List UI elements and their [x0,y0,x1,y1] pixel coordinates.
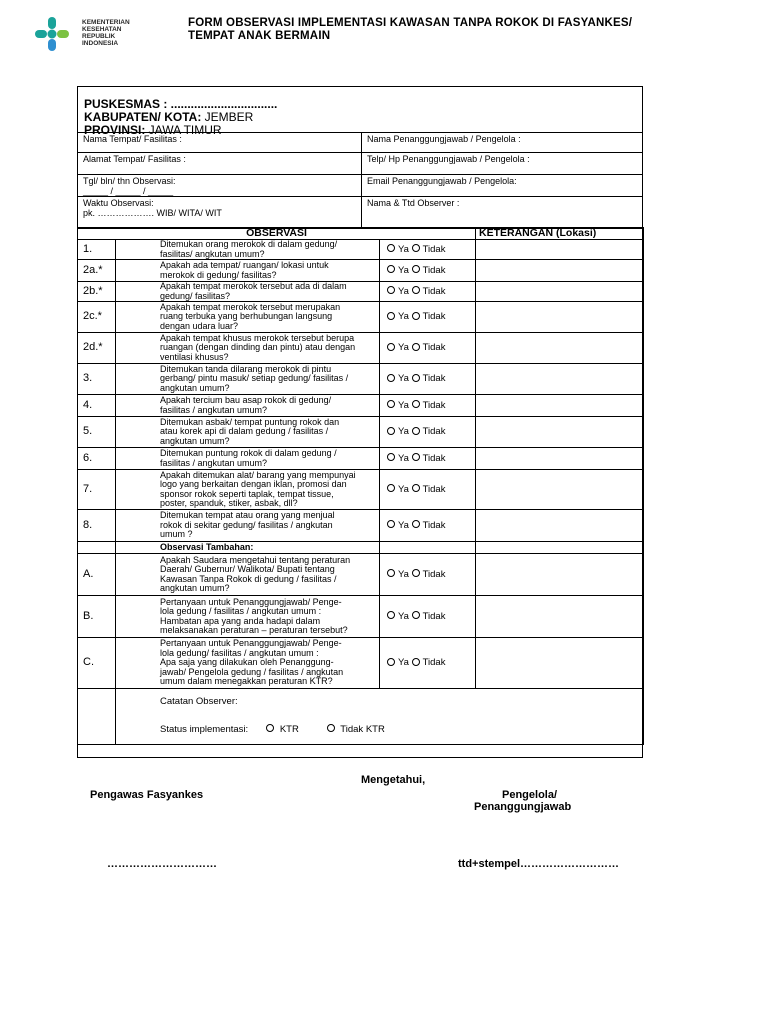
keterangan-cell[interactable] [476,596,644,638]
observation-row [78,448,644,470]
question-line: gerbang/ pintu masuk/ setiap gedung/ fasilitas / [160,373,349,384]
tidak-radio[interactable] [412,244,420,252]
answer-options [380,510,476,542]
ya-label: Ya [398,519,409,531]
tidak-ktr-label: Tidak KTR [340,723,385,735]
puskesmas-label: PUSKESMAS : [84,97,168,111]
row-number: 1. [78,240,116,260]
answer-options [380,302,476,333]
tidak-radio[interactable] [412,569,420,577]
question-line: Pertanyaan untuk Penanggungjawab/ Penge- [160,596,342,607]
question-line: poster, spanduk, stiker, asbak, dll? [160,498,298,508]
question-text [116,596,380,638]
ya-label: Ya [398,373,409,385]
question-line: Ditemukan puntung rokok di dalam gedung / [160,448,337,458]
ya-label: Ya [398,610,409,622]
question-text [116,302,380,333]
signature-line-right[interactable]: ttd+stempel……………………… [458,858,620,870]
catatan-row [78,689,644,745]
nama-tempat-field[interactable]: Nama Tempat/ Fasilitas : [78,133,362,153]
catatan-label: Catatan Observer: [160,696,238,707]
signature-line-left[interactable]: ………………………… [107,858,217,870]
row-number: 2b.* [78,282,116,302]
ktr-radio[interactable] [266,724,274,732]
observation-row [78,470,644,510]
ya-label: Ya [398,426,409,438]
question-line: dengan udara luar? [160,320,239,331]
row-number: A. [78,554,116,596]
question-line: umum ? [160,529,193,540]
ya-label: Ya [398,285,409,297]
pengelola-label: Pengelola/ Penanggungjawab [474,789,572,813]
observation-row [78,302,644,333]
observation-row [78,260,644,282]
question-line: jawab/ Pengelola gedung / fasilitas / angkutan [160,666,344,677]
ktr-label: KTR [279,723,299,735]
header-keterangan: KETERANGAN (Lokasi) [476,228,644,240]
question-line: fasilitas / angkutan umum? [160,404,268,415]
ya-label: Ya [398,264,409,276]
keterangan-cell[interactable] [476,302,644,333]
answer-options [380,240,476,260]
observation-row [78,333,644,364]
kabupaten-label: KABUPATEN/ KOTA: [84,110,202,124]
extra-observation-row [78,596,644,638]
question-line: Ditemukan tanda dilarang merokok di pintu [160,363,332,374]
tidak-label: Tidak [422,610,446,622]
ya-radio[interactable] [387,312,395,320]
keterangan-cell[interactable] [476,260,644,282]
keterangan-cell[interactable] [476,448,644,470]
question-line: Ditemukan asbak/ tempat puntung rokok dan [160,416,340,427]
tidak-label: Tidak [422,342,446,354]
empty-cell [78,689,116,745]
question-text [116,260,380,282]
answer-options [380,333,476,364]
question-line: rokok di sekitar gedung/ fasilitas / angkutan [160,519,333,530]
question-line: ruang terbuka yang berhubungan langsung [160,311,333,322]
question-line: angkutan umum? [160,382,230,393]
row-number: 2a.* [78,260,116,282]
observation-row [78,282,644,302]
answer-options [380,448,476,470]
keterangan-cell[interactable] [476,333,644,364]
ya-radio[interactable] [387,658,395,666]
keterangan-cell[interactable] [476,395,644,417]
ya-radio[interactable] [387,244,395,252]
question-text [116,448,380,470]
question-line: fasilitas/ angkutan umum? [160,248,265,259]
tidak-radio[interactable] [412,427,420,435]
observation-row [78,240,644,260]
question-line: Apakah tempat khusus merokok tersebut berupa [160,332,355,343]
logo-text: KEMENTERIAN KESEHATAN REPUBLIK INDONESIA [82,19,130,47]
keterangan-cell[interactable] [476,470,644,510]
ya-label: Ya [398,568,409,580]
question-line: melaksanakan peraturan – peraturan tersebut? [160,625,348,635]
ya-label: Ya [398,657,409,669]
question-text [116,638,380,689]
ya-radio[interactable] [387,374,395,382]
row-number: C. [78,638,116,689]
tidak-label: Tidak [422,483,446,495]
observation-row [78,510,644,542]
alamat-field[interactable]: Alamat Tempat/ Fasilitas : [78,153,362,175]
provinsi-value[interactable]: JAWA TIMUR [145,123,222,137]
keterangan-cell[interactable] [476,240,644,260]
tidak-radio[interactable] [412,265,420,273]
catatan-cell[interactable] [116,689,644,745]
tidak-radio[interactable] [412,286,420,294]
answer-options [380,470,476,510]
tidak-radio[interactable] [412,374,420,382]
ya-radio[interactable] [387,286,395,294]
tidak-label: Tidak [422,452,446,464]
question-line: Kawasan Tanpa Rokok di gedung / fasilitas / [160,573,337,584]
extra-observation-row [78,638,644,689]
question-line: angkutan umum? [160,583,230,593]
ya-label: Ya [398,483,409,495]
question-line: Apakah tercium bau asap rokok di gedung/ [160,395,332,405]
tidak-radio[interactable] [412,400,420,408]
question-line: gedung/ fasilitas? [160,290,231,301]
question-line: umum dalam menegakkan peraturan KTR? [160,676,333,687]
keterangan-cell[interactable] [476,510,644,542]
tidak-radio[interactable] [412,312,420,320]
ya-radio[interactable] [387,484,395,492]
ya-radio[interactable] [387,569,395,577]
answer-options [380,417,476,448]
question-line: ruangan (dengan dinding dan pintu) atau dengan [160,342,356,353]
tidak-radio[interactable] [412,453,420,461]
ya-radio[interactable] [387,427,395,435]
tidak-label: Tidak [422,311,446,323]
answer-options [380,260,476,282]
ya-label: Ya [398,342,409,354]
observation-row [78,417,644,448]
question-line: atau korek api di dalam gedung / fasilitas / [160,426,329,437]
row-number: 2d.* [78,333,116,364]
tidak-radio[interactable] [412,611,420,619]
tidak-label: Tidak [422,264,446,276]
answer-options [380,638,476,689]
ya-radio[interactable] [387,520,395,528]
question-line: merokok di gedung/ fasilitas? [160,269,277,280]
tidak-radio[interactable] [412,484,420,492]
question-line: Apakah tempat merokok tersebut merupakan [160,301,341,312]
answer-options [380,364,476,395]
form-title: FORM OBSERVASI IMPLEMENTASI KAWASAN TANPA ROKOK DI FASYANKES/ TEMPAT ANAK BERMAIN [188,17,633,42]
ya-radio[interactable] [387,265,395,273]
question-line: Pertanyaan untuk Penanggungjawab/ Penge- [160,638,342,649]
answer-options [380,554,476,596]
empty-cell [380,542,476,554]
keterangan-cell[interactable] [476,638,644,689]
observation-row [78,395,644,417]
row-number: 2c.* [78,302,116,333]
observer-field[interactable]: Nama & Ttd Observer : [362,197,643,229]
mengetahui-label: Mengetahui, [361,774,426,786]
status-label: Status implementasi: [160,723,249,735]
question-line: fasilitas / angkutan umum? [160,457,268,468]
question-line: lola gedung/ fasilitas / angkutan umum : [160,647,319,658]
answer-options [380,596,476,638]
tidak-label: Tidak [422,657,446,669]
ya-radio[interactable] [387,400,395,408]
question-line: Apa saja yang dilakukan oleh Penanggung- [160,657,334,668]
keterangan-cell[interactable] [476,364,644,395]
question-text [116,554,380,596]
ya-label: Ya [398,311,409,323]
row-number: 5. [78,417,116,448]
question-line: Ditemukan tempat atau orang yang menjual [160,510,335,521]
header-observasi: OBSERVASI [78,228,476,240]
info-table [77,132,643,229]
question-line: logo yang berkaitan dengan iklan, promosi dan [160,479,347,489]
tanggal-field[interactable]: Tgl/ bln/ thn Observasi: _____ / _____ / _____ [78,175,362,197]
kabupaten-value[interactable]: JEMBER [201,110,254,124]
row-number: 8. [78,510,116,542]
observation-table [77,227,644,745]
question-line: Ditemukan orang merokok di dalam gedung/ [160,239,338,249]
ya-label: Ya [398,452,409,464]
email-field[interactable]: Email Penanggungjawab / Pengelola: [362,175,643,197]
tidak-label: Tidak [422,399,446,411]
question-line: angkutan umum? [160,435,230,446]
tidak-label: Tidak [422,426,446,438]
ya-label: Ya [398,243,409,255]
keterangan-cell[interactable] [476,282,644,302]
tidak-ktr-radio[interactable] [327,724,335,732]
tidak-radio[interactable] [412,343,420,351]
row-number: 3. [78,364,116,395]
provinsi-label: PROVINSI: [84,123,146,137]
question-line: Hambatan apa yang anda hadapi dalam [160,615,321,626]
question-line: Apakah Saudara mengetahui tentang peraturan [160,554,351,565]
ya-label: Ya [398,399,409,411]
tidak-label: Tidak [422,568,446,580]
tidak-label: Tidak [422,519,446,531]
tidak-label: Tidak [422,373,446,385]
pengawas-label: Pengawas Fasyankes [90,789,204,801]
ya-radio[interactable] [387,343,395,351]
question-text [116,282,380,302]
keterangan-cell[interactable] [476,417,644,448]
table-header-row [78,228,644,240]
question-text [116,417,380,448]
waktu-field[interactable]: Waktu Observasi: pk. ………………. WIB/ WITA/ WIT [78,197,362,229]
answer-options [380,282,476,302]
question-text [116,240,380,260]
tidak-radio[interactable] [412,520,420,528]
question-line: Daerah/ Gubernur/ Walikota/ Bupati tentang [160,564,335,574]
empty-cell [78,542,116,554]
question-line: sponsor rokok seperti taplak, tempat tissue, [160,488,334,499]
keterangan-cell[interactable] [476,554,644,596]
tambahan-label: Observasi Tambahan: [116,542,380,554]
extra-observation-row [78,554,644,596]
empty-cell [476,542,644,554]
question-text [116,395,380,417]
question-line: Apakah tempat merokok tersebut ada di dalam [160,281,347,291]
telp-field[interactable]: Telp/ Hp Penanggungjawab / Pengelola : [362,153,643,175]
row-number: 6. [78,448,116,470]
tambahan-row [78,542,644,554]
question-line: lola gedung / fasilitas / angkutan umum : [160,606,322,616]
question-text [116,333,380,364]
nama-penanggungjawab-field[interactable]: Nama Penanggungjawab / Pengelola : [362,133,643,153]
answer-options [380,395,476,417]
ya-radio[interactable] [387,453,395,461]
question-text [116,510,380,542]
puskesmas-value[interactable]: ................................ [167,97,278,111]
row-number: 7. [78,470,116,510]
ya-radio[interactable] [387,611,395,619]
tidak-label: Tidak [422,285,446,297]
observation-row [78,364,644,395]
tidak-radio[interactable] [412,658,420,666]
question-text [116,364,380,395]
row-number: B. [78,596,116,638]
status-line [160,725,640,735]
question-line: ventilasi khusus? [160,351,229,362]
row-number: 4. [78,395,116,417]
tidak-label: Tidak [422,243,446,255]
question-line: Apakah ada tempat/ ruangan/ lokasi untuk [160,260,329,270]
question-text [116,470,380,510]
question-line: Apakah ditemukan alat/ barang yang mempunyai [160,469,356,480]
